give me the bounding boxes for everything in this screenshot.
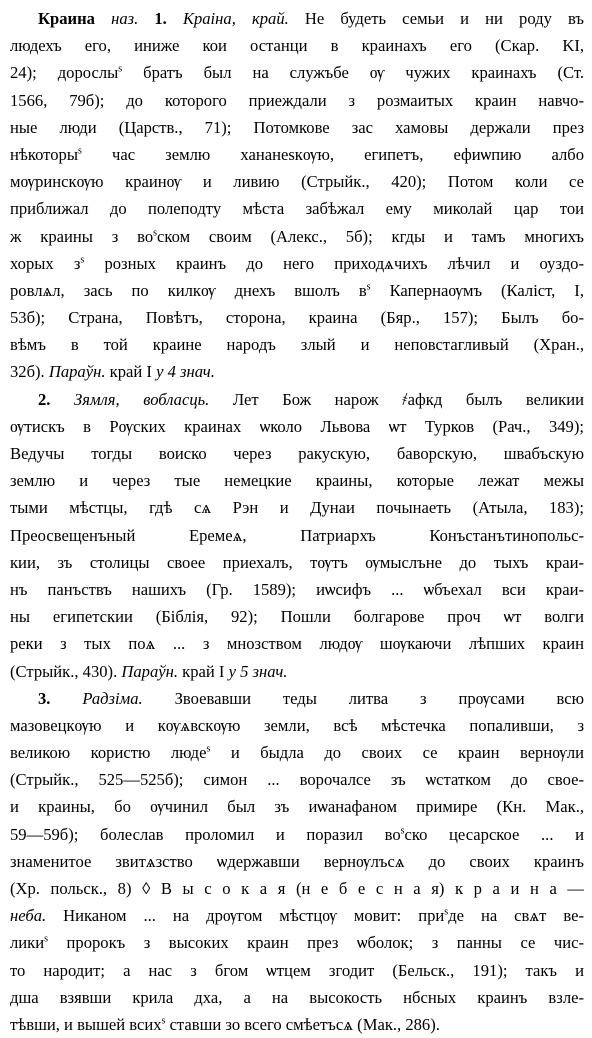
text-run: нъ панъствъ нашихъ (Гр. 1589); иѡсифъ ... ѡбъехал вси краи- bbox=[10, 579, 584, 599]
text-run: братъ был на служъбе ѹ чужих краинахъ (Ст. bbox=[122, 63, 584, 83]
bold-run: Краина bbox=[38, 9, 95, 28]
text-run: Никаном ... на дрѹгом мѣстцѹ мовит: при bbox=[46, 906, 445, 926]
text-run: нѣкоторы bbox=[10, 144, 78, 164]
text-line bbox=[10, 766, 584, 793]
italic-run: наз. bbox=[94, 9, 155, 28]
text-line bbox=[10, 658, 584, 685]
text-run: пророкъ з высоких краин през ѡболок; з панны се чис- bbox=[48, 933, 584, 953]
text-line bbox=[10, 821, 584, 848]
text-run: ско цесарское ... и bbox=[404, 824, 584, 844]
text-run: 59—59б); болеслав проломил и поразил во bbox=[10, 824, 401, 844]
text-line bbox=[10, 739, 584, 766]
italic-run: Параўн. bbox=[48, 362, 106, 382]
superscript-run: s bbox=[400, 825, 405, 837]
text-line bbox=[10, 875, 584, 902]
text-run: де на свѧт ве- bbox=[448, 906, 584, 926]
text-run: ж краины з во bbox=[10, 226, 154, 246]
text-run: ные люди (Царств., 71); Потомкове зас хамовы держали през bbox=[10, 117, 584, 137]
text-run: 32б). bbox=[10, 362, 49, 382]
text-run: и быдла до своих се краин вернѹли bbox=[210, 743, 584, 763]
italic-run: у 5 знач. bbox=[228, 661, 288, 681]
text-run: 24); дорослы bbox=[10, 63, 119, 83]
text-run: Не будеть семьи и ни роду въ bbox=[288, 9, 584, 28]
superscript-run: s bbox=[118, 63, 123, 75]
text-line bbox=[10, 87, 584, 114]
text-run: (Хр. польск., 8) ◊ В ы с о к а я (н е б е с н а я) к р а и н а — bbox=[10, 879, 584, 898]
text-run: и краины, бо ѹчинил был зъ иѡанафаном примире (Кн. Мак., bbox=[10, 797, 584, 817]
text-line bbox=[10, 1011, 584, 1038]
superscript-run: s bbox=[366, 281, 371, 293]
text-run: край I bbox=[178, 661, 229, 681]
text-run: знаменитое звитѧзство ѡдержавши вернѹлъсѧ до своих краинъ bbox=[10, 851, 584, 871]
text-run: ны египетскии (Біблія, 92); Пошли болгарове проч ѡт волги bbox=[10, 607, 584, 627]
italic-run: неба. bbox=[10, 906, 47, 926]
text-line bbox=[10, 793, 584, 820]
text-run: (Стрыйк., 525—525б); симон ... ворочалсе зъ ѡстатком до свое- bbox=[10, 770, 584, 790]
text-run: Капернаѹмъ (Каліст, I, bbox=[370, 280, 584, 300]
text-line bbox=[10, 277, 584, 304]
italic-run: у 4 знач. bbox=[156, 362, 215, 382]
superscript-run: s bbox=[206, 743, 211, 755]
text-line bbox=[10, 467, 584, 494]
text-line bbox=[10, 522, 584, 549]
text-run: вѣмъ в той краине народъ злый и неповстагливый (Хран., bbox=[10, 335, 584, 355]
text-run: дша взявши крила дха, а на высокость нбсных краинъ взле- bbox=[10, 987, 584, 1007]
text-line bbox=[10, 59, 584, 86]
text-line bbox=[10, 712, 584, 739]
text-run: Преосвещенъный Еремеѧ, Патриархъ Конъстанътинопольс- bbox=[10, 525, 584, 545]
text-run: то народит; а нас з бгом ѡтцем згодит (Бельск., 191); такъ и bbox=[10, 960, 584, 980]
superscript-run: s bbox=[444, 906, 449, 918]
superscript-run: s bbox=[161, 1015, 166, 1027]
text-line bbox=[10, 549, 584, 576]
text-line bbox=[10, 223, 584, 250]
text-run: Звоевавши теды литва з прѹсами всю bbox=[142, 688, 584, 708]
text-run: 53б); Страна, Повѣтъ, сторона, краина (Бяр., 157); Былъ бо- bbox=[10, 308, 584, 328]
text-line bbox=[10, 848, 584, 875]
text-run: ѹтискъ в Рѹских краинах ѡколо Львова ѡт Турков (Рач., 349); bbox=[10, 416, 584, 436]
text-line bbox=[10, 331, 584, 358]
text-run: кии, зъ столицы своее приехалъ, тѹтъ ѹмыслъне до тыхъ краи- bbox=[10, 552, 584, 572]
text-run: Ведучы тогды воиско через ракускую, баворскую, швабъскую bbox=[10, 444, 584, 463]
text-line bbox=[10, 114, 584, 141]
text-run: розных краинъ до него приходѧчихъ лѣчил и оуздо- bbox=[84, 253, 584, 273]
text-line bbox=[10, 358, 584, 385]
text-line bbox=[10, 902, 584, 929]
superscript-run: s bbox=[80, 254, 85, 266]
text-line bbox=[10, 984, 584, 1011]
text-line bbox=[10, 630, 584, 657]
text-run: тыми мѣстцы, гдѣ сѧ Рэн и Дунаи почынаеть (Атыла, 183); bbox=[10, 498, 584, 518]
text-line bbox=[10, 168, 584, 195]
text-line bbox=[10, 250, 584, 277]
text-line bbox=[10, 603, 584, 630]
text-line bbox=[10, 141, 584, 168]
text-run: 1566, 79б); до которого приеждали з розмаитых краин навчо- bbox=[10, 90, 584, 110]
text-line bbox=[10, 304, 584, 331]
italic-run: Радзіма. bbox=[50, 688, 143, 708]
text-run: людехъ его, иниже кои останци в краинахъ его (Скар. KI, bbox=[10, 36, 584, 56]
bold-run: 3. bbox=[38, 688, 51, 708]
superscript-run: s bbox=[77, 145, 82, 157]
text-line bbox=[10, 494, 584, 521]
text-run: реки з тых поѧ ... з мнозством людѹ шѹкаючи лѣпших краин bbox=[10, 634, 584, 654]
italic-run: Зямля, вобласць. bbox=[50, 389, 210, 409]
text-run: землю и через тые немецкие краины, которые лежат межы bbox=[10, 471, 584, 491]
text-line bbox=[10, 685, 584, 712]
bold-run: 1. bbox=[154, 9, 167, 28]
text-run: лики bbox=[10, 933, 45, 953]
text-run: (Стрыйк., 430). bbox=[10, 661, 122, 681]
text-run: мазовецкѹю и кѹѧвскѹю земли, всѣ мѣстечка попаливши, з bbox=[10, 715, 584, 735]
text-line bbox=[10, 32, 584, 59]
text-run: ровлѧл, зась по килкѹ днехъ вшолъ в bbox=[10, 280, 367, 300]
text-run: тѣвши, и вышей всих bbox=[10, 1014, 162, 1034]
text-run: хорых з bbox=[10, 253, 81, 273]
text-line bbox=[10, 440, 584, 467]
text-line bbox=[10, 929, 584, 956]
text-line bbox=[10, 957, 584, 984]
bold-run: 2. bbox=[38, 389, 51, 409]
text-run: Лет Бож нарож ҂афкд былъ великии bbox=[209, 389, 584, 409]
text-run: ском своим (Алекс., 5б); кгды и тамъ многихъ bbox=[157, 226, 584, 246]
italic-run: Краіна, край. bbox=[166, 9, 289, 28]
text-run: приближал до полеподту мѣста забѣжал ему миколай цар тои bbox=[10, 199, 584, 219]
text-run: ставши зо всего смѣетъсѧ (Мак., 286). bbox=[165, 1014, 440, 1034]
italic-run: Параўн. bbox=[121, 661, 179, 681]
superscript-run: s bbox=[153, 226, 158, 238]
text-run: край I bbox=[105, 362, 157, 382]
text-line bbox=[10, 5, 584, 32]
text-run: великою користю люде bbox=[10, 743, 207, 763]
text-line bbox=[10, 413, 584, 440]
text-line bbox=[10, 576, 584, 603]
text-line bbox=[10, 195, 584, 222]
text-run: мѹринскѹю краинѹ и ливию (Стрыйк., 420); Потом коли се bbox=[10, 172, 584, 192]
superscript-run: s bbox=[44, 933, 49, 945]
text-run: час землю хананеѕкѹю, египетъ, ефиѡпию албо bbox=[81, 144, 584, 164]
text-line bbox=[10, 386, 584, 413]
